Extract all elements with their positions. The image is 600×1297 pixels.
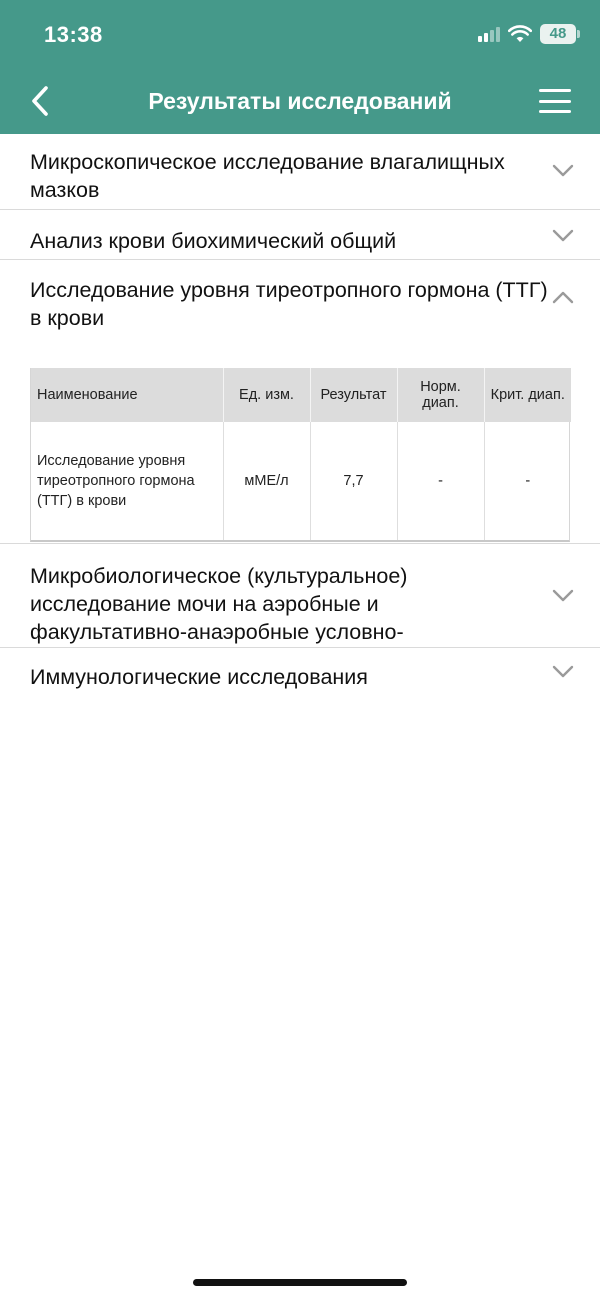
section-microscopy[interactable] [0,134,600,210]
column-header-name: Наименование [31,368,223,422]
chevron-up-icon [552,290,574,304]
section-immunology[interactable] [0,648,600,698]
results-list [0,134,600,698]
status-icons [478,24,576,44]
home-indicator[interactable] [193,1279,407,1286]
wifi-icon [508,25,532,43]
app-header [0,0,600,134]
cell-norm-range: - [397,422,484,540]
chevron-down-icon [552,229,574,243]
section-title: Иммунологические исследования [30,665,368,689]
chevron-down-icon [552,589,574,603]
menu-button[interactable] [539,89,571,113]
chevron-down-icon [552,665,574,679]
cell-unit: мМЕ/л [223,422,310,540]
section-title: Исследование уровня тиреотропного гормона (ТТГ) в крови [30,278,548,330]
section-title: Анализ крови биохимический общий [30,229,397,253]
section-microbiology[interactable] [0,544,600,648]
cell-result: 7,7 [310,422,397,540]
column-header-crit-range: Крит. диап. [484,368,571,422]
cell-name: Исследование уровня тиреотропного гормона (ТТГ) в крови [31,422,223,540]
section-title: Микробиологическое (культуральное) исследование мочи на аэробные и факультативно-анаэробные условно- [30,564,408,644]
cell-crit-range: - [525,473,531,489]
section-tsh[interactable] [0,260,600,544]
section-blood-biochem[interactable] [0,210,600,260]
section-title: Микроскопическое исследование влагалищных мазков [30,150,505,202]
battery-icon: 48 [540,24,576,44]
status-time: 13:38 [44,22,103,47]
chevron-down-icon [552,164,574,178]
table-row [31,422,571,540]
results-table [31,368,571,540]
column-header-result: Результат [310,368,397,422]
table-header-row [31,368,571,422]
results-table-container [30,368,570,542]
cellular-signal-icon [478,26,500,42]
page-title: Результаты исследований [148,88,452,114]
hamburger-menu-icon [539,89,571,92]
column-header-unit: Ед. изм. [223,368,310,422]
column-header-norm-range: Норм. диап. [397,368,484,422]
